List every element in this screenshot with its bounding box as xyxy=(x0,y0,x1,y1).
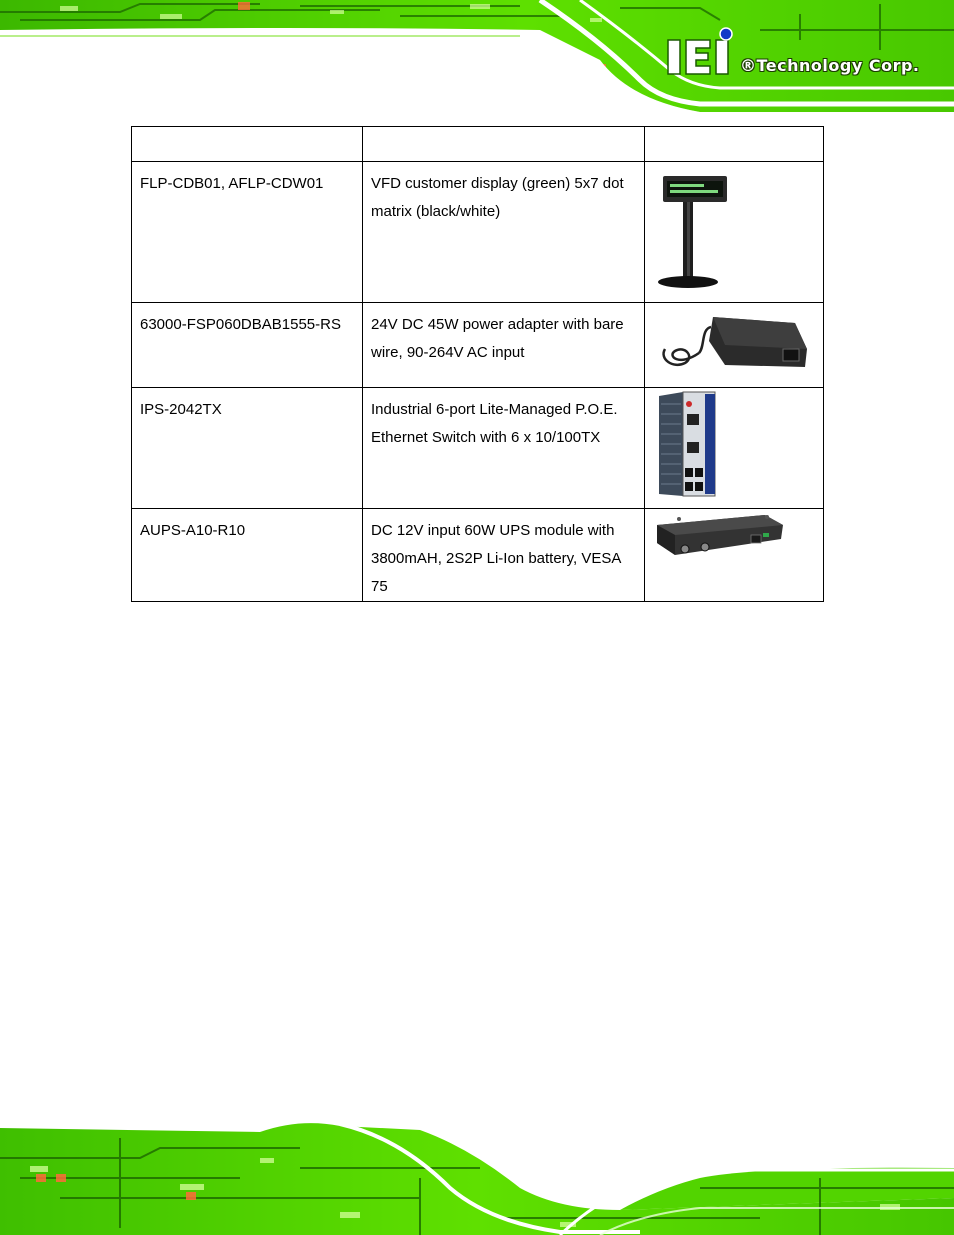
logo-wordmark: ®Technology Corp. xyxy=(740,56,920,75)
footer-banner xyxy=(0,1118,954,1235)
iei-logo-mark-icon xyxy=(664,26,744,82)
ethernet-switch-image xyxy=(655,390,719,498)
vfd-pole-display-image xyxy=(655,168,735,290)
header-cell-part-no xyxy=(132,127,363,162)
part-number-cell: AUPS-A10-R10 xyxy=(132,509,363,602)
table-row xyxy=(132,162,824,303)
ups-module-image xyxy=(655,511,785,563)
part-number-cell: IPS-2042TX xyxy=(132,388,363,509)
header-banner xyxy=(0,0,954,112)
table-row xyxy=(132,388,824,509)
circuit-board-footer-graphic xyxy=(0,1118,954,1235)
table-header-row xyxy=(132,127,824,162)
description-cell: Industrial 6-port Lite-Managed P.O.E. Ethernet Switch with 6 x 10/100TX xyxy=(363,388,645,509)
part-number-cell: 63000-FSP060DBAB1555-RS xyxy=(132,303,363,388)
accessories-table xyxy=(131,126,824,602)
product-image-cell xyxy=(645,509,824,602)
product-image-cell xyxy=(645,388,824,509)
description-cell: 24V DC 45W power adapter with bare wire, 90-264V AC input xyxy=(363,303,645,388)
product-image-cell xyxy=(645,303,824,388)
description-cell: VFD customer display (green) 5x7 dot matrix (black/white) xyxy=(363,162,645,303)
iei-logo xyxy=(664,26,924,86)
part-number-cell: FLP-CDB01, AFLP-CDW01 xyxy=(132,162,363,303)
header-cell-image xyxy=(645,127,824,162)
product-image-cell xyxy=(645,162,824,303)
table-row xyxy=(132,303,824,388)
table-row xyxy=(132,509,824,602)
power-adapter-image xyxy=(655,309,815,375)
header-cell-description xyxy=(363,127,645,162)
description-cell: DC 12V input 60W UPS module with 3800mAH, 2S2P Li-Ion battery, VESA 75 xyxy=(363,509,645,602)
